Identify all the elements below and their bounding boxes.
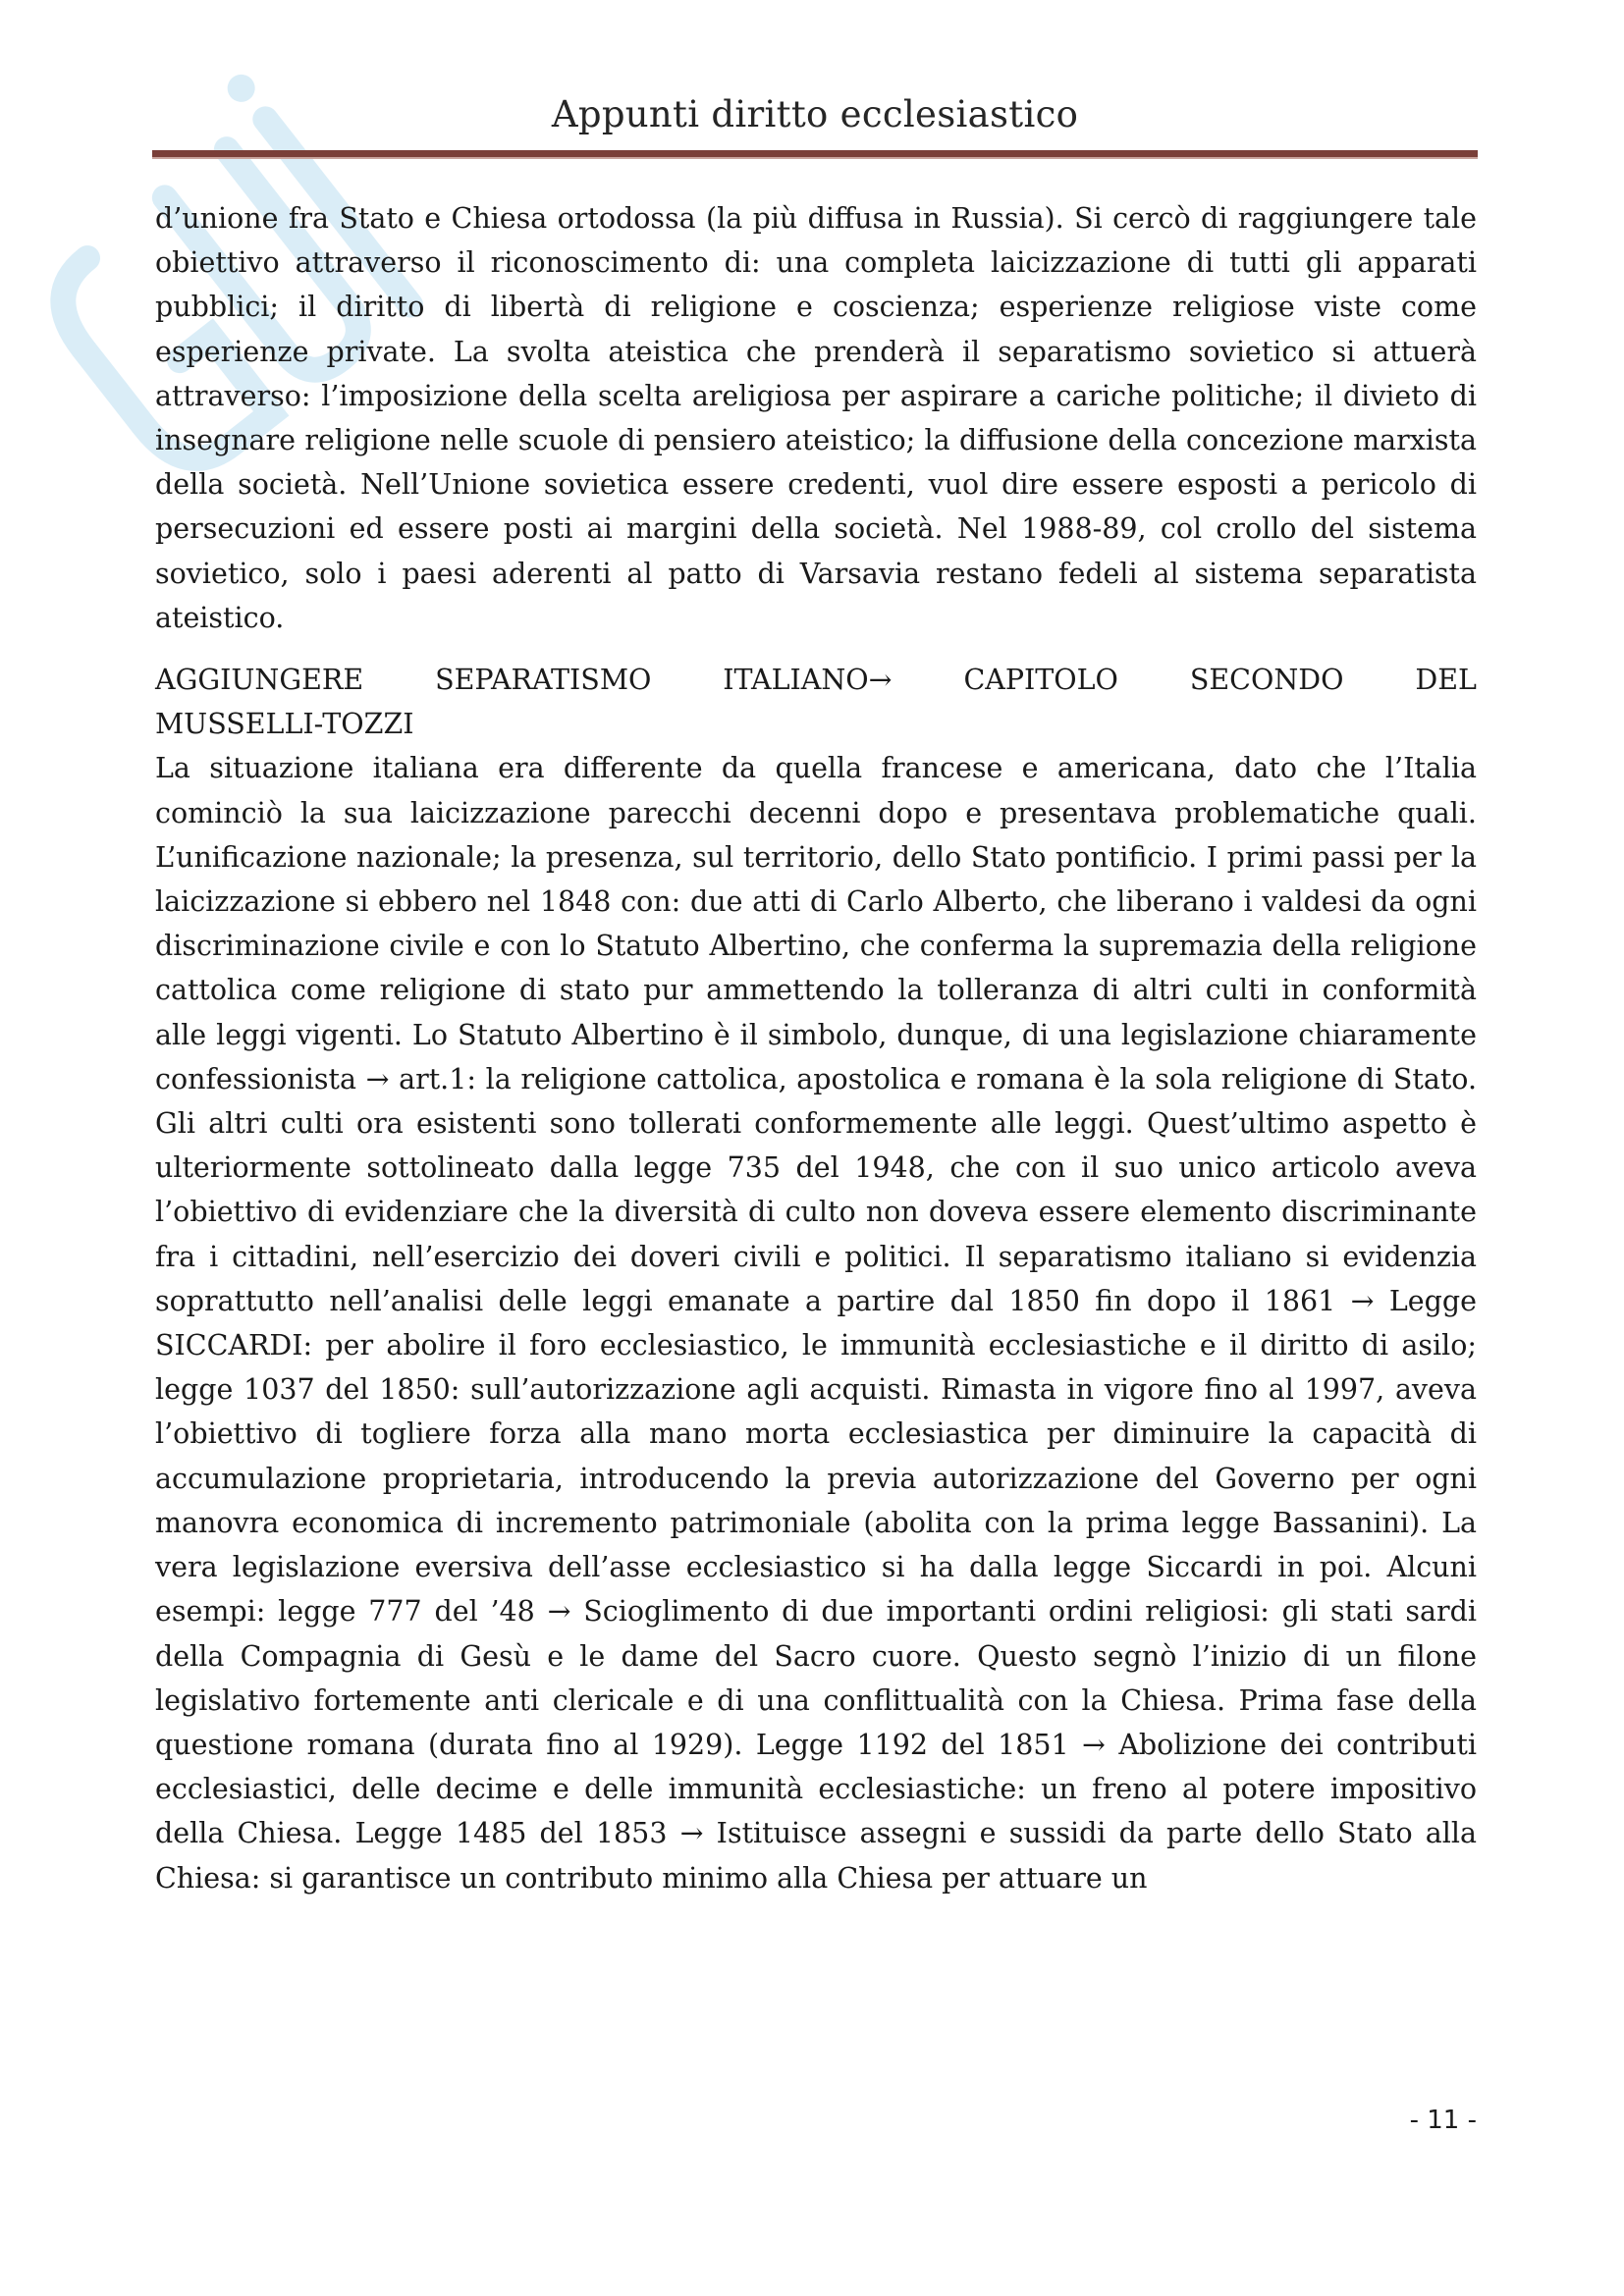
section-note-line1	[155, 658, 1477, 702]
page-body	[155, 196, 1477, 1900]
note-word: SECONDO	[1189, 664, 1344, 697]
note-word: DEL	[1415, 664, 1477, 697]
section-note-line2: MUSSELLI-TOZZI	[155, 708, 414, 741]
header-divider	[152, 150, 1478, 159]
note-word: CAPITOLO	[963, 664, 1118, 697]
note-word: ITALIANO→	[723, 664, 893, 697]
page-header	[152, 93, 1478, 159]
page-number: - 11 -	[1409, 2106, 1477, 2135]
paragraph-italian-separatism: La situazione italiana era differente da quella francese e americana, dato che l’Italia cominciò la sua laicizzazione parecchi decenni dopo e presentava problematiche quali. L’unificazione nazionale; la presenza, sul territorio, dello Stato pontificio. I primi passi per la laicizzazione si ebbero nel 1848 con: due atti di Carlo Alberto, che liberano i valdesi da ogni discriminazione civile e con lo Statuto Albertino, che conferma la supremazia della religione cattolica come religione di stato pur ammettendo la tolleranza di altri culti in conformità alle leggi vigenti. Lo Statuto Albertino è il simbolo, dunque, di una legislazione chiaramente confessionista → art.1: la religione cattolica, apostolica e romana è la sola religione di Stato. Gli altri culti ora esistenti sono tollerati conformemente alle leggi. Quest’ultimo aspetto è ulteriormente sottolineato dalla legge 735 del 1948, che con il suo unico articolo aveva l’obiettivo di evidenziare che la diversità di culto non doveva essere elemento discriminante fra i cittadini, nell’esercizio dei doveri civili e politici. Il separatismo italiano si evidenzia soprattutto nell’analisi delle leggi emanate a partire dal 1850 fin dopo il 1861 → Legge SICCARDI: per abolire il foro ecclesiastico, le immunità ecclesiastiche e il diritto di asilo; legge 1037 del 1850: sull’autorizzazione agli acquisti. Rimasta in vigore fino al 1997, aveva l’obiettivo di togliere forza alla mano morta ecclesiastica per diminuire la capacità di accumulazione proprietaria, introducendo la previa autorizzazione del Governo per ogni manovra economica di incremento patrimoniale (abolita con la prima legge Bassanini). La vera legislazione eversiva dell’asse ecclesiastico si ha dalla legge Siccardi in poi. Alcuni esempi: legge 777 del ’48 → Scioglimento di due importanti ordini religiosi: gli stati sardi della Compagnia di Gesù e le dame del Sacro cuore. Questo segnò l’inizio di un filone legislativo fortemente anti clericale e di una conflittualità con la Chiesa. Prima fase della questione romana (durata fino al 1929). Legge 1192 del 1851 → Abolizione dei contributi ecclesiastici, delle decime e delle immunità ecclesiastiche: un freno al potere impositivo della Chiesa. Legge 1485 del 1853 → Istituisce assegni e sussidi da parte dello Stato alla Chiesa: si garantisce un contributo minimo alla Chiesa per attuare un	[155, 752, 1477, 1895]
note-word: AGGIUNGERE	[155, 664, 364, 697]
header-title: Appunti diritto ecclesiastico	[551, 93, 1079, 135]
note-word: SEPARATISMO	[435, 664, 652, 697]
paragraph-soviet-separatism: d’unione fra Stato e Chiesa ortodossa (la più diffusa in Russia). Si cercò di raggiungere tale obiettivo attraverso il riconoscimento di: una completa laicizzazione di tutti gli apparati pubblici; il diritto di libertà di religione e coscienza; esperienze religiose viste come esperienze private. La svolta ateistica che prenderà il separatismo sovietico si attuerà attraverso: l’imposizione della scelta areligiosa per aspirare a cariche politiche; il divieto di insegnare religione nelle scuole di pensiero ateistico; la diffusione della concezione marxista della società. Nell’Unione sovietica essere credenti, vuol dire essere esposti a pericolo di persecuzioni ed essere posti ai margini della società. Nel 1988-89, col crollo del sistema sovietico, solo i paesi aderenti al patto di Varsavia restano fedeli al sistema separatista ateistico.	[155, 202, 1477, 634]
